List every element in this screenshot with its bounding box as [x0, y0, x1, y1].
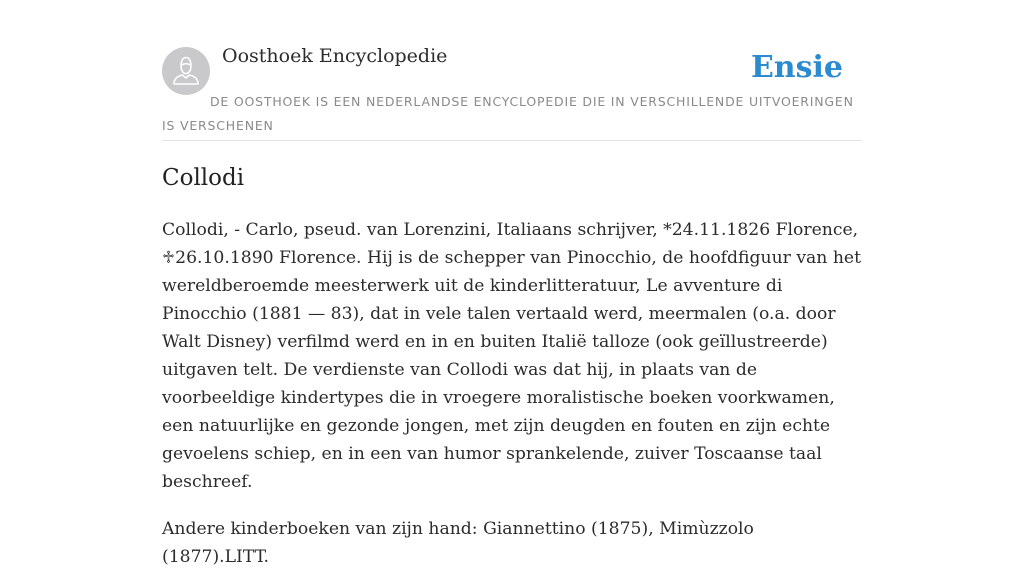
article-title: Collodi [162, 165, 245, 191]
article-paragraph: Collodi, - Carlo, pseud. van Lorenzini, Italiaans schrijver, *24.11.1826 Florence, ♱26.10.1890 Florence. Hij is de schepper van Pinocchio, de hoofdfiguur van het wereldberoemde meesterwerk uit de kinderlitteratuur, Le avventure di Pinocchio (1881 — 83), dat in vele talen vertaald werd, meermalen (o.a. door Walt Disney) verfilmd werd en in en buiten Italië talloze (ook geïllustreerde) uitgaven telt. De verdienste van Collodi was dat hij, in plaats van de voorbeeldige kindertypes die in vroegere moralistische boeken voorkwamen, een natuurlijke en gezonde jongen, met zijn deugden en fouten en zijn echte gevoelens schiep, en in een van humor sprankelende, zuiver Toscaanse taal beschreef. [162, 220, 861, 492]
publication-tagline: DE OOSTHOEK IS EEN NEDERLANDSE ENCYCLOPEDIE DIE IN VERSCHILLENDE UITVOERINGEN IS VERSCHENEN [162, 94, 854, 133]
publication-header [162, 0, 862, 141]
article-paragraph: Andere kinderboeken van zijn hand: Giannettino (1875), Mimùzzolo (1877).LITT. [162, 519, 754, 567]
user-silhouette-icon [162, 47, 210, 95]
article [162, 160, 862, 571]
brand-logo[interactable]: Ensie [750, 50, 843, 85]
publication-name[interactable]: Oosthoek Encyclopedie [222, 45, 448, 67]
avatar[interactable] [162, 47, 210, 95]
